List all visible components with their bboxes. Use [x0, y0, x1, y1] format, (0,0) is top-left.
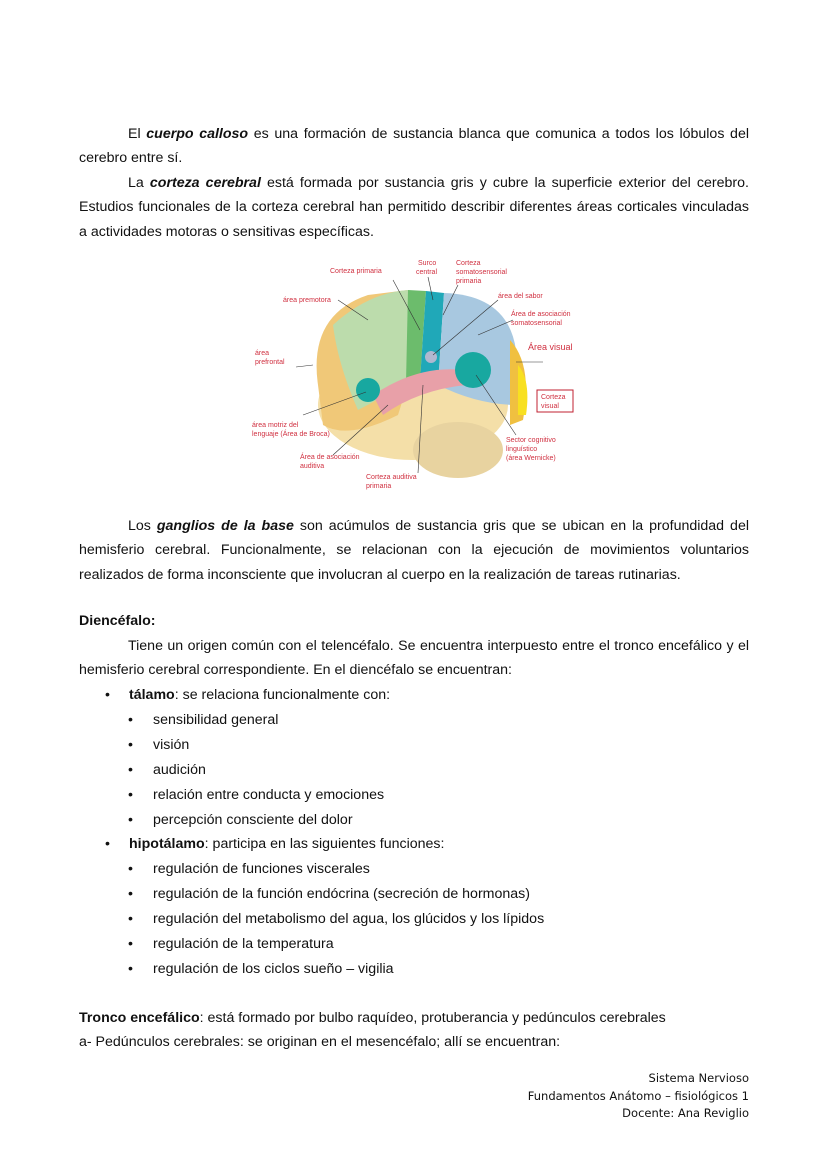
label-prefrontal: prefrontal: [255, 359, 285, 366]
diencefalo-list: [79, 683, 749, 982]
footer-line: Sistema Nervioso: [648, 1071, 749, 1085]
label-sabor: área del sabor: [498, 293, 543, 300]
label-central: central: [416, 269, 438, 276]
text: es una formación de sustancia blanca que comunica a todos los lóbulos del cerebro entre sí.: [79, 126, 749, 167]
brain-diagram: [248, 255, 586, 495]
list-item-hipotalamo: [79, 832, 749, 857]
paragraph-diencefalo: Tiene un origen común con el telencéfalo. Se encuentra interpuesto entre el tronco encefálico y el hemisferio cerebral correspondiente. En el diencéfalo se encuentran:: [79, 638, 749, 679]
list-item: • relación entre conducta y emociones: [79, 783, 749, 808]
term: Tronco encefálico: [79, 1010, 200, 1026]
term: hipotálamo: [129, 836, 205, 853]
text: está formada por sustancia gris y cubre la superficie exterior del cerebro. Estudios funcionales de la corteza cerebral han permitido describir diferentes áreas corticales vinculadas a actividades motoras o sensitivas específicas.: [79, 175, 749, 240]
footer-line: Fundamentos Anátomo – fisiológicos 1: [527, 1088, 749, 1103]
text: La: [128, 175, 150, 191]
paragraph-ganglios: [79, 514, 749, 587]
label-premotora: área premotora: [283, 297, 331, 304]
list-item: • regulación de los ciclos sueño – vigilia: [79, 957, 749, 982]
text: Los: [128, 518, 157, 534]
label-corteza-auditiva: primaria: [366, 483, 392, 490]
label-asoc-somato: Área de asociación: [511, 311, 571, 318]
term: cuerpo calloso: [146, 126, 249, 142]
label-prefrontal: área: [255, 350, 270, 357]
heading-diencefalo: Diencéfalo:: [79, 613, 156, 629]
text: El: [128, 126, 147, 142]
page-footer: [528, 1070, 749, 1123]
list-item: • audición: [79, 758, 749, 783]
list-item: • sensibilidad general: [79, 708, 749, 733]
text: : está formado por bulbo raquídeo, protuberancia y pedúnculos cerebrales: [199, 1010, 666, 1026]
label-corteza-visual: visual: [541, 403, 559, 410]
term: ganglios de la base: [156, 518, 294, 534]
label-area-visual: Área visual: [528, 342, 573, 352]
label-corteza-primaria: Corteza primaria: [330, 268, 382, 275]
label-surco: Surco: [418, 260, 437, 267]
label-asoc-somato: somatosensorial: [511, 320, 562, 327]
label-somato: primaria: [456, 278, 482, 285]
footer-line: Docente: Ana Reviglio: [622, 1106, 749, 1120]
label-asoc-auditiva: auditiva: [300, 463, 325, 470]
label-broca: área motriz del: [252, 422, 299, 429]
list-item: • regulación de la temperatura: [79, 932, 749, 957]
list-item: • regulación del metabolismo del agua, los glúcidos y los lípidos: [79, 907, 749, 932]
label-somato: Corteza: [456, 260, 481, 267]
list-item: • percepción consciente del dolor: [79, 808, 749, 833]
text: son acúmulos de sustancia gris que se ubican en la profundidad del hemisferio cerebral. Funcionalmente, se relacionan con la ejecución de movimientos voluntarios realizados de forma inconsciente que involucran al cuerpo en la realización de tareas rutinarias.: [79, 518, 749, 583]
term: corteza cerebral: [149, 175, 261, 191]
paragraph-corteza: [79, 171, 749, 244]
paragraph-cuerpo-calloso: [79, 122, 749, 171]
list-item: • regulación de la función endócrina (secreción de hormonas): [79, 882, 749, 907]
label-asoc-auditiva: Área de asociación: [300, 454, 360, 461]
label-somato: somatosensorial: [456, 269, 507, 276]
label-broca: lenguaje (Área de Broca): [252, 431, 330, 438]
text: : se relaciona funcionalmente con:: [174, 687, 391, 703]
list-item-talamo: [79, 683, 749, 708]
label-wernicke: (área Wernicke): [506, 455, 556, 462]
paragraph-tronco: [79, 1006, 749, 1055]
label-corteza-auditiva: Corteza auditiva: [366, 474, 417, 481]
label-wernicke: Sector cognitivo: [506, 437, 556, 444]
text: : participa en las siguientes funciones:: [204, 836, 445, 853]
label-corteza-visual: Corteza: [541, 394, 566, 401]
term: tálamo: [129, 687, 175, 703]
list-item: • regulación de funciones viscerales: [79, 857, 749, 882]
label-wernicke: linguístico: [506, 446, 538, 453]
text: a- Pedúnculos cerebrales: se originan en el mesencéfalo; allí se encuentran:: [79, 1034, 561, 1051]
list-item: • visión: [79, 733, 749, 758]
